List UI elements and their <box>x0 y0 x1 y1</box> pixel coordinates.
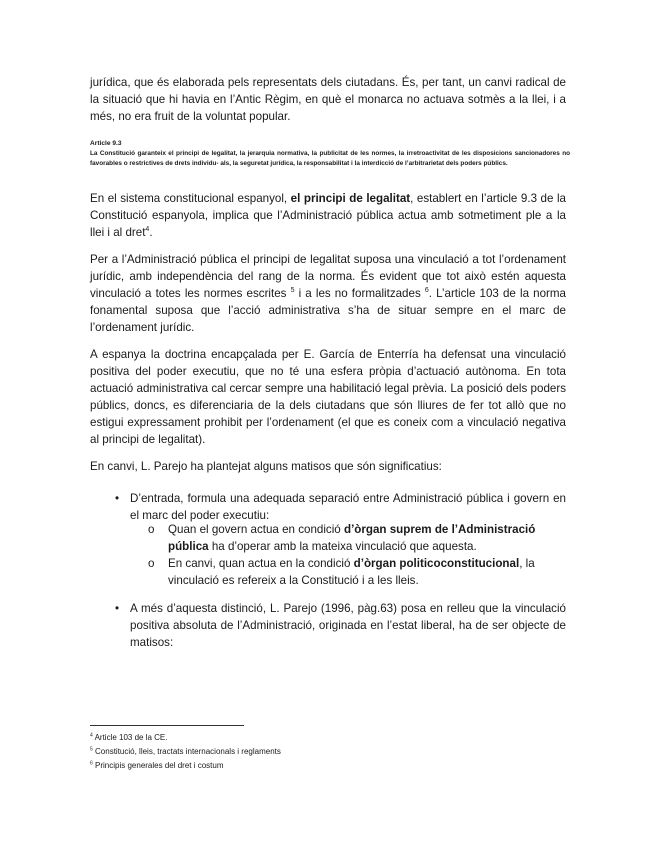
legality-text-c: . <box>149 226 153 239</box>
footnote-text: Constitució, lleis, tractats internacionals i reglaments <box>95 747 281 756</box>
bullet-marker: • <box>115 492 120 505</box>
sub-bullet-bold-term: d’òrgan politicoconstitucional <box>353 557 520 570</box>
citation-title: Article 9.3 <box>90 140 122 147</box>
legality-paragraph <box>90 190 566 241</box>
sub-bullet-text <box>168 521 566 555</box>
administration-text-b: i a les no formalitzades <box>298 287 421 300</box>
sub-bullet-text-pre: Quan el govern actua en condició <box>168 523 341 536</box>
footnote-ref-5[interactable]: 5 <box>290 287 295 295</box>
bullet-marker: • <box>115 602 120 615</box>
sub-bullet-text-pre: En canvi, quan actua en la condició <box>168 557 351 570</box>
sub-bullet-marker: o <box>148 557 155 570</box>
footnote-ref-4[interactable]: 4 <box>145 226 150 234</box>
footnote <box>90 746 281 757</box>
bullet-text: D’entrada, formula una adequada separació entre Administració pública i govern en el marc del poder executiu: <box>130 492 566 522</box>
doctrine-paragraph: A espanya la doctrina encapçalada per E. García de Enterría ha defensat una vinculació positiva del poder executiu, que no té una esfera pròpia d’actuació autònoma. En tota actuació administrativa cal cercar sempre una habilitació legal prèvia. La posició dels poders públics, doncs, es diferenciaria de la dels ciutadans que són lliures de fer tot allò que no estigui expressament prohibit per l’ordenament (el que es coneix com a vinculació negativa al principi de legalitat). <box>90 348 566 446</box>
sub-bullet-text-post: ha d’operar amb la mateixa vinculació que aquesta. <box>211 540 477 553</box>
footnote-ref-6[interactable]: 6 <box>424 287 429 295</box>
legality-text-a: En el sistema constitucional espanyol, <box>90 192 288 205</box>
footnote <box>90 732 168 743</box>
sub-bullet-bold-term: d’òrgan suprem de l’Administració pública <box>168 523 536 553</box>
citation-body: La Constitució garanteix el principi de legalitat, la jerarquia normativa, la publicitat de les normes, la irretroactivitat de les disposicions sancionadores no favorables o restrictives de drets individu- als, la seguretat jurídica, la responsabilitat i la interdicció de l’arbitrarietat dels poders públics. <box>90 150 570 167</box>
footnote-number: 5 <box>90 746 93 753</box>
legality-text-b: , establert en l’article 9.3 de la Constitució espanyola, implica que l’Administració pública actua amb sotmetiment ple a la llei i al dret <box>90 192 566 239</box>
footnote-separator <box>90 725 244 726</box>
administration-text-c: . L’article 103 de la norma fonamental suposa que l’acció administrativa s’ha de situar sempre en el marc de l’ordenament jurídic. <box>90 287 566 334</box>
footnote-text: Article 103 de la CE. <box>94 733 168 742</box>
footnote <box>90 760 224 771</box>
sub-bullet-text <box>168 555 566 589</box>
legality-bold-term: el principi de legalitat <box>290 192 411 205</box>
sub-bullet-text-post: , la vinculació es refereix a la Constitució i a les lleis. <box>168 557 535 587</box>
footnote-number: 4 <box>90 732 93 739</box>
bullet-text: A més d’aquesta distinció, L. Parejo (1996, pàg.63) posa en relleu que la vinculació positiva absoluta de l’Administració, originada en l’estat liberal, ha de ser objecte de matisos: <box>130 602 566 649</box>
administration-text-a: Per a l’Administració pública el principi de legalitat suposa una vinculació a tot l’ordenament jurídic, amb independència del rang de la norma. És evident que tot això estén aquesta vinculació a totes les normes escrites <box>90 253 566 300</box>
parejo-intro-paragraph: En canvi, L. Parejo ha plantejat alguns matisos que són significatius: <box>90 460 442 473</box>
footnote-text: Principis generales del dret i costum <box>95 761 224 770</box>
sub-bullet-marker: o <box>148 523 155 536</box>
footnote-number: 6 <box>90 760 93 767</box>
administration-paragraph <box>90 251 566 336</box>
intro-paragraph: jurídica, que és elaborada pels representats dels ciutadans. És, per tant, un canvi radical de la situació que hi havia en l’Antic Règim, en què el monarca no actuava sotmès a la llei, i a més, no era fruit de la voluntat popular. <box>90 76 566 123</box>
